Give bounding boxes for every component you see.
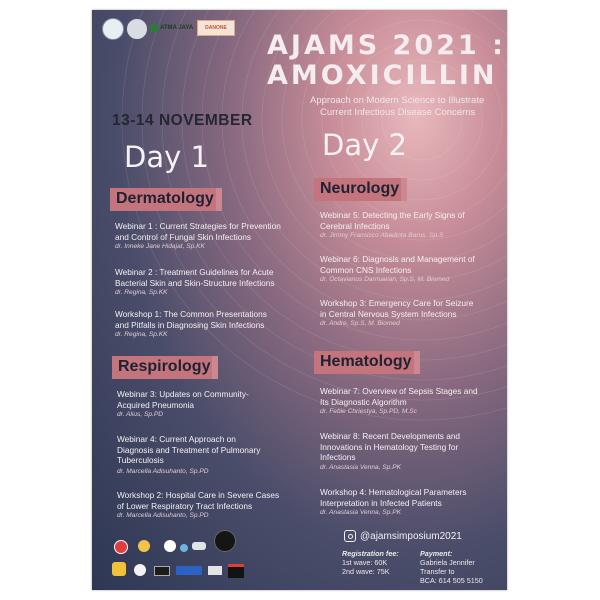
event-title-line2: AMOXICILLIN [267,60,498,91]
session-workshop-3: Workshop 3: Emergency Care for Seizure in Central Nervous System Infections dr. Andre, Sp.S, M. Biomed [320,298,505,328]
sponsor-logo [112,562,126,576]
event-title [267,32,506,90]
speaker: dr. Octavianus Darmawan, Sp.S, M. Biomed [320,276,450,284]
session-webinar-1: Webinar 1 : Current Strategies for Prevention and Control of Fungal Skin Infections dr. Inneke Jane Hidajat, Sp.KK [115,221,315,251]
event-title-line1: AJAMS 2021 : [267,30,506,61]
sponsor-logo [114,540,128,554]
speaker: dr. Marcella Adisuhanto, Sp.PD [117,467,209,475]
session-workshop-4: Workshop 4: Hematological Parameters Interpretation in Infected Patients dr. Anastasia Venna, Sp.PK [320,487,505,517]
sponsor-logo [208,566,222,575]
sponsor-logo [164,540,176,552]
speaker: dr. Inneke Jane Hidajat, Sp.KK [115,243,205,251]
speaker: dr. Marcella Adisuhanto, Sp.PD [117,512,209,520]
speaker: dr. Regina, Sp.KK [115,289,168,297]
session-workshop-1: Workshop 1: The Common Presentations and Pitfalls in Diagnosing Skin Infections dr. Regina, Sp.KK [115,309,315,339]
session-webinar-6: Webinar 6: Diagnosis and Management of Common CNS Infections dr. Octavianus Darmawan, Sp.S, M. Biomed [320,254,505,284]
speaker: dr. Jimmy Fransisco Abadinta Barus, Sp.S [320,232,444,240]
atma-jaya-mark-icon [150,24,158,32]
danone-logo: DANONE [197,20,235,36]
category-hematology: Hematology [314,351,420,374]
event-poster [92,10,507,590]
speaker: dr. Regina, Sp.KK [115,331,168,339]
speaker: dr. Anastasia Venna, Sp.PK [320,463,402,471]
speaker: dr. Febie Chriestya, Sp.PD, M.Sc [320,408,417,416]
day1-heading: Day 1 [124,140,209,174]
session-workshop-2: Workshop 2: Hospital Care in Severe Cases of Lower Respiratory Tract Infections dr. Marcella Adisuhanto, Sp.PD [117,490,327,520]
payment-info: Payment: Gabriela Jennifer Transfer to BCA: 614 505 5150 [420,549,483,585]
session-webinar-7: Webinar 7: Overview of Sepsis Stages and Its Diagnostic Algorithm dr. Febie Chriestya, Sp.PD, M.Sc [320,386,505,416]
session-webinar-2: Webinar 2 : Treatment Guidelines for Acute Bacterial Skin and Skin-Structure Infections dr. Regina, Sp.KK [115,267,315,297]
sponsor-logo [180,544,188,552]
sponsor-logo [138,540,150,552]
session-webinar-5: Webinar 5: Detecting the Early Signs of Cerebral Infections dr. Jimmy Fransisco Abadinta Barus, Sp.S [320,210,505,240]
category-respirology: Respirology [112,356,218,379]
sponsor-logo [176,566,202,575]
category-neurology: Neurology [314,178,407,201]
sponsor-logo [228,564,244,578]
event-subtitle: Approach on Modern Science to Illustrate Current Infectious Disease Concerns [310,95,485,118]
registration-info: Registration fee: 1st wave: 60K 2nd wave: 75K [342,549,399,576]
day2-heading: Day 2 [322,128,407,162]
faculty-logo [126,18,148,40]
sponsor-logo [154,566,170,576]
session-webinar-4: Webinar 4: Current Approach on Diagnosis and Treatment of Pulmonary Tuberculosis dr. Marcella Adisuhanto, Sp.PD [117,434,317,476]
session-webinar-8: Webinar 8: Recent Developments and Innovations in Hematology Testing for Infections dr. Anastasia Venna, Sp.PK [320,431,505,472]
category-dermatology: Dermatology [110,188,222,211]
sponsor-logo [192,542,206,550]
speaker: dr. Anastasia Venna, Sp.PK [320,509,402,517]
event-date: 13-14 NOVEMBER [112,112,253,129]
instagram-handle[interactable]: @ajamsimposium2021 [344,530,462,542]
sponsor-logo [214,530,236,552]
instagram-icon [344,530,356,542]
sponsor-logo [134,564,146,576]
session-webinar-3: Webinar 3: Updates on Community- Acquired Pneumonia dr. Alius, Sp.PD [117,389,317,419]
university-logo [102,18,124,40]
speaker: dr. Alius, Sp.PD [117,411,164,419]
atma-jaya-logo: ATMA JAYA [150,22,193,34]
sponsor-logos [108,536,248,586]
speaker: dr. Andre, Sp.S, M. Biomed [320,320,400,328]
